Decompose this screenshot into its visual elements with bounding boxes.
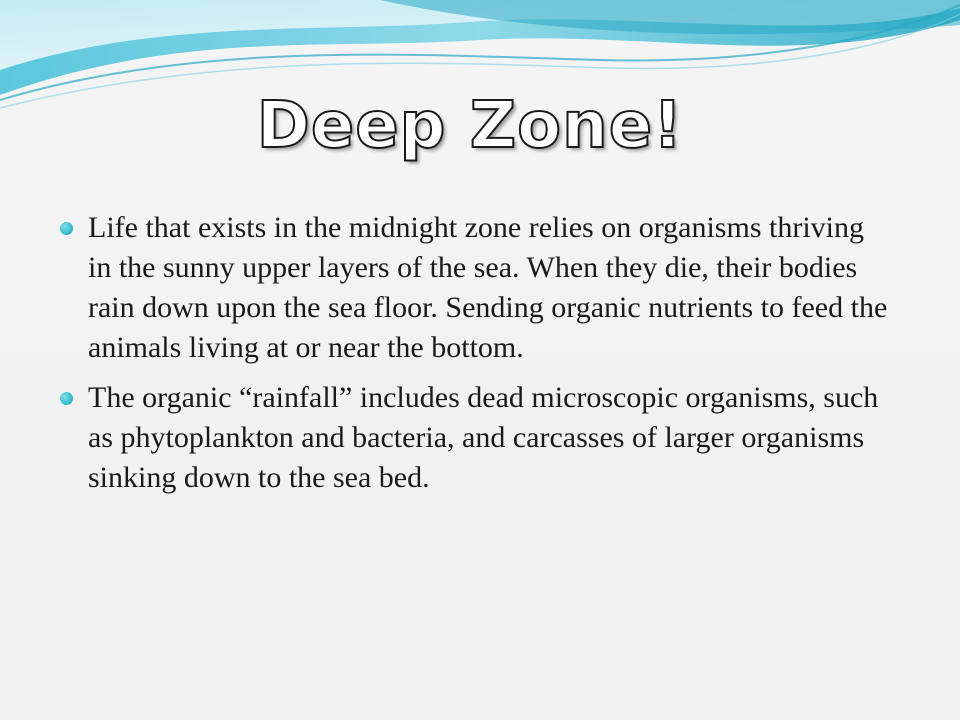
bullet-dot-icon bbox=[60, 392, 73, 405]
slide-title: Deep Zone! bbox=[256, 89, 684, 163]
bullet-item bbox=[60, 378, 890, 498]
bullet-text: The organic “rainfall” includes dead microscopic organisms, such as phytoplankton and bacteria, and carcasses of larger organisms sinking down to the sea bed. bbox=[88, 381, 879, 494]
bullet-text: Life that exists in the midnight zone relies on organisms thriving in the sunny upper layers of the sea. When they die, their bodies rain down upon the sea floor. Sending organic nutrients to feed the animals living at or near the bottom. bbox=[88, 211, 888, 364]
bullet-list bbox=[60, 208, 890, 508]
bullet-item bbox=[60, 208, 890, 368]
bullet-dot-icon bbox=[60, 222, 73, 235]
